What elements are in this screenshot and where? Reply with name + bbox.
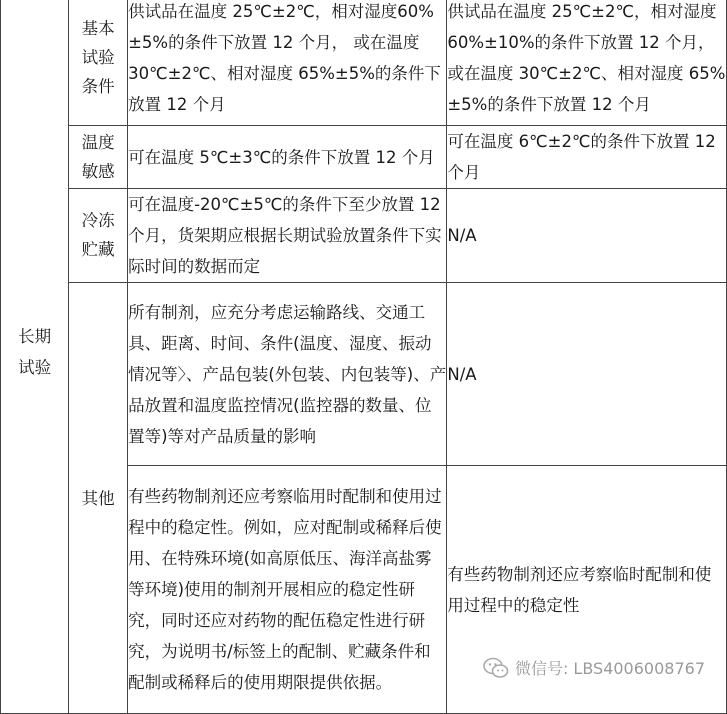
watermark-text: 微信号: LBS4006008767 (514, 659, 705, 678)
row-label: 其他 (81, 488, 115, 508)
cell-a: 所有制剂，应充分考虑运输路线、交通工具、距离、时间、条件(温度、湿度、振动情况等〉、产品包装(外包装、内包装等)、产品放置和温度监控情况(监控器的数量、位置等)等对产品质量的影响 (128, 283, 447, 466)
row-label-cell (69, 0, 128, 126)
cell-a: 可在温度 5℃±3℃的条件下放置 12 个月 (128, 126, 447, 189)
cell-a: 供试品在温度 25℃±2℃，相对湿度60%±5%的条件下放置 12 个月， 或在温度 30℃±2℃、相对湿度 65%±5%的条件下放置 12 个月 (128, 0, 447, 126)
row-label-cell (69, 283, 128, 714)
row-label: 冷冻 贮藏 (81, 211, 115, 259)
row-label: 基本 试验 条件 (81, 19, 115, 96)
cell-b: 可在温度 6℃±2℃的条件下放置 12 个月 (447, 126, 727, 189)
cell-a: 可在温度-20℃±5℃的条件下至少放置 12 个月，货架期应根据长期试验放置条件下实际时间的数据而定 (128, 189, 447, 283)
category-label: 长期 试验 (18, 327, 52, 377)
cell-a: 有些药物制剂还应考察临用时配制和使用过程中的稳定性。例如，应对配制或稀释后使用、在特殊环境(如高原低压、海洋高盐雾等环境)使用的制剂开展相应的稳定性研究，同时还应对药物的配伍稳定性进行研究，为说明书/标签上的配制、贮藏条件和配制或稀释后的使用期限提供依据。 (128, 466, 447, 714)
row-label-cell (69, 126, 128, 189)
cell-b: N/A (447, 283, 727, 466)
row-label: 温度 敏感 (81, 132, 115, 181)
row-label-cell (69, 189, 128, 283)
cell-b: 供试品在温度 25℃±2℃，相对湿度 60%±10%的条件下放置 12 个月， 或在温度 30℃±2℃、相对湿度 65%±5%的条件下放置 12 个月 (447, 0, 727, 126)
category-cell (1, 0, 69, 714)
cell-b: 有些药物制剂还应考察临时配制和使用过程中的稳定性 (447, 466, 727, 714)
cell-b: N/A (447, 189, 727, 283)
